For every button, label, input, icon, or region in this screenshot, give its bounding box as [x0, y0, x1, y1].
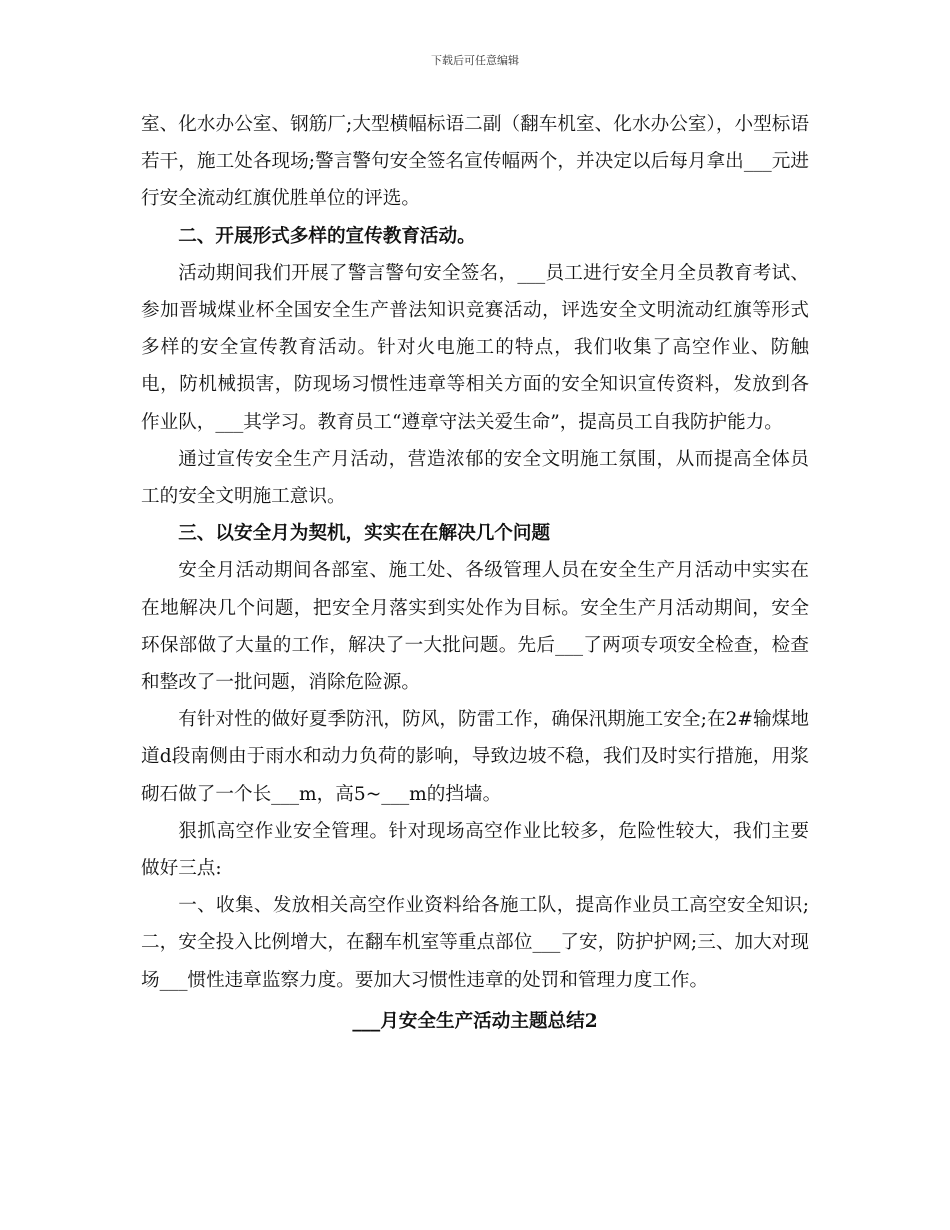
- paragraph: 狠抓高空作业安全管理。针对现场高空作业比较多，危险性较大，我们主要做好三点:: [141, 820, 809, 880]
- page-header: 下载后可任意编辑: [431, 54, 519, 67]
- section-heading: 三、以安全月为契机，实实在在解决几个问题: [178, 523, 551, 545]
- paragraph: 安全月活动期间各部室、施工处、各级管理人员在安全生产月活动中实实在在地解决几个问题，把安全月落实到实处作为目标。安全生产月活动期间，安全环保部做了大量的工作，解决了一大批问题。先后___了两项专项安全检查，检查和整改了一批问题，消除危险源。: [141, 560, 809, 694]
- paragraph: 室、化水办公室、钢筋厂;大型横幅标语二副（翻车机室、化水办公室），小型标语若干，施工处各现场;警言警句安全签名宣传幅两个，并决定以后每月拿出___元进行安全流动红旗优胜单位的评选。: [141, 114, 809, 210]
- paragraph: 有针对性的做好夏季防汛，防风，防雷工作，确保汛期施工安全;在2#输煤地道d段南侧由于雨水和动力负荷的影响，导致边坡不稳，我们及时实行措施，用浆砌石做了一个长___m，高5~___m的挡墙。: [141, 709, 809, 805]
- section-heading: 二、开展形式多样的宣传教育活动。: [178, 225, 476, 247]
- paragraph: 一、收集、发放相关高空作业资料给各施工队，提高作业员工高空安全知识;二，安全投入比例增大，在翻车机室等重点部位___了安，防护护网;三、加大对现场___惯性违章监察力度。要加大习惯性违章的处罚和管理力度工作。: [141, 895, 809, 991]
- paragraph: 通过宣传安全生产月活动，营造浓郁的安全文明施工氛围，从而提高全体员工的安全文明施工意识。: [141, 448, 809, 508]
- document-body: [141, 106, 809, 1040]
- paragraph: 活动期间我们开展了警言警句安全签名，___员工进行安全月全员教育考试、参加晋城煤业杯全国安全生产普法知识竞赛活动，评选安全文明流动红旗等形式多样的安全宣传教育活动。针对火电施工的特点，我们收集了高空作业、防触电，防机械损害，防现场习惯性违章等相关方面的安全知识宣传资料，发放到各作业队，___其学习。教育员工“遵章守法关爱生命”，提高员工自我防护能力。: [141, 262, 809, 433]
- document-title: ___月安全生产活动主题总结2: [352, 1010, 598, 1032]
